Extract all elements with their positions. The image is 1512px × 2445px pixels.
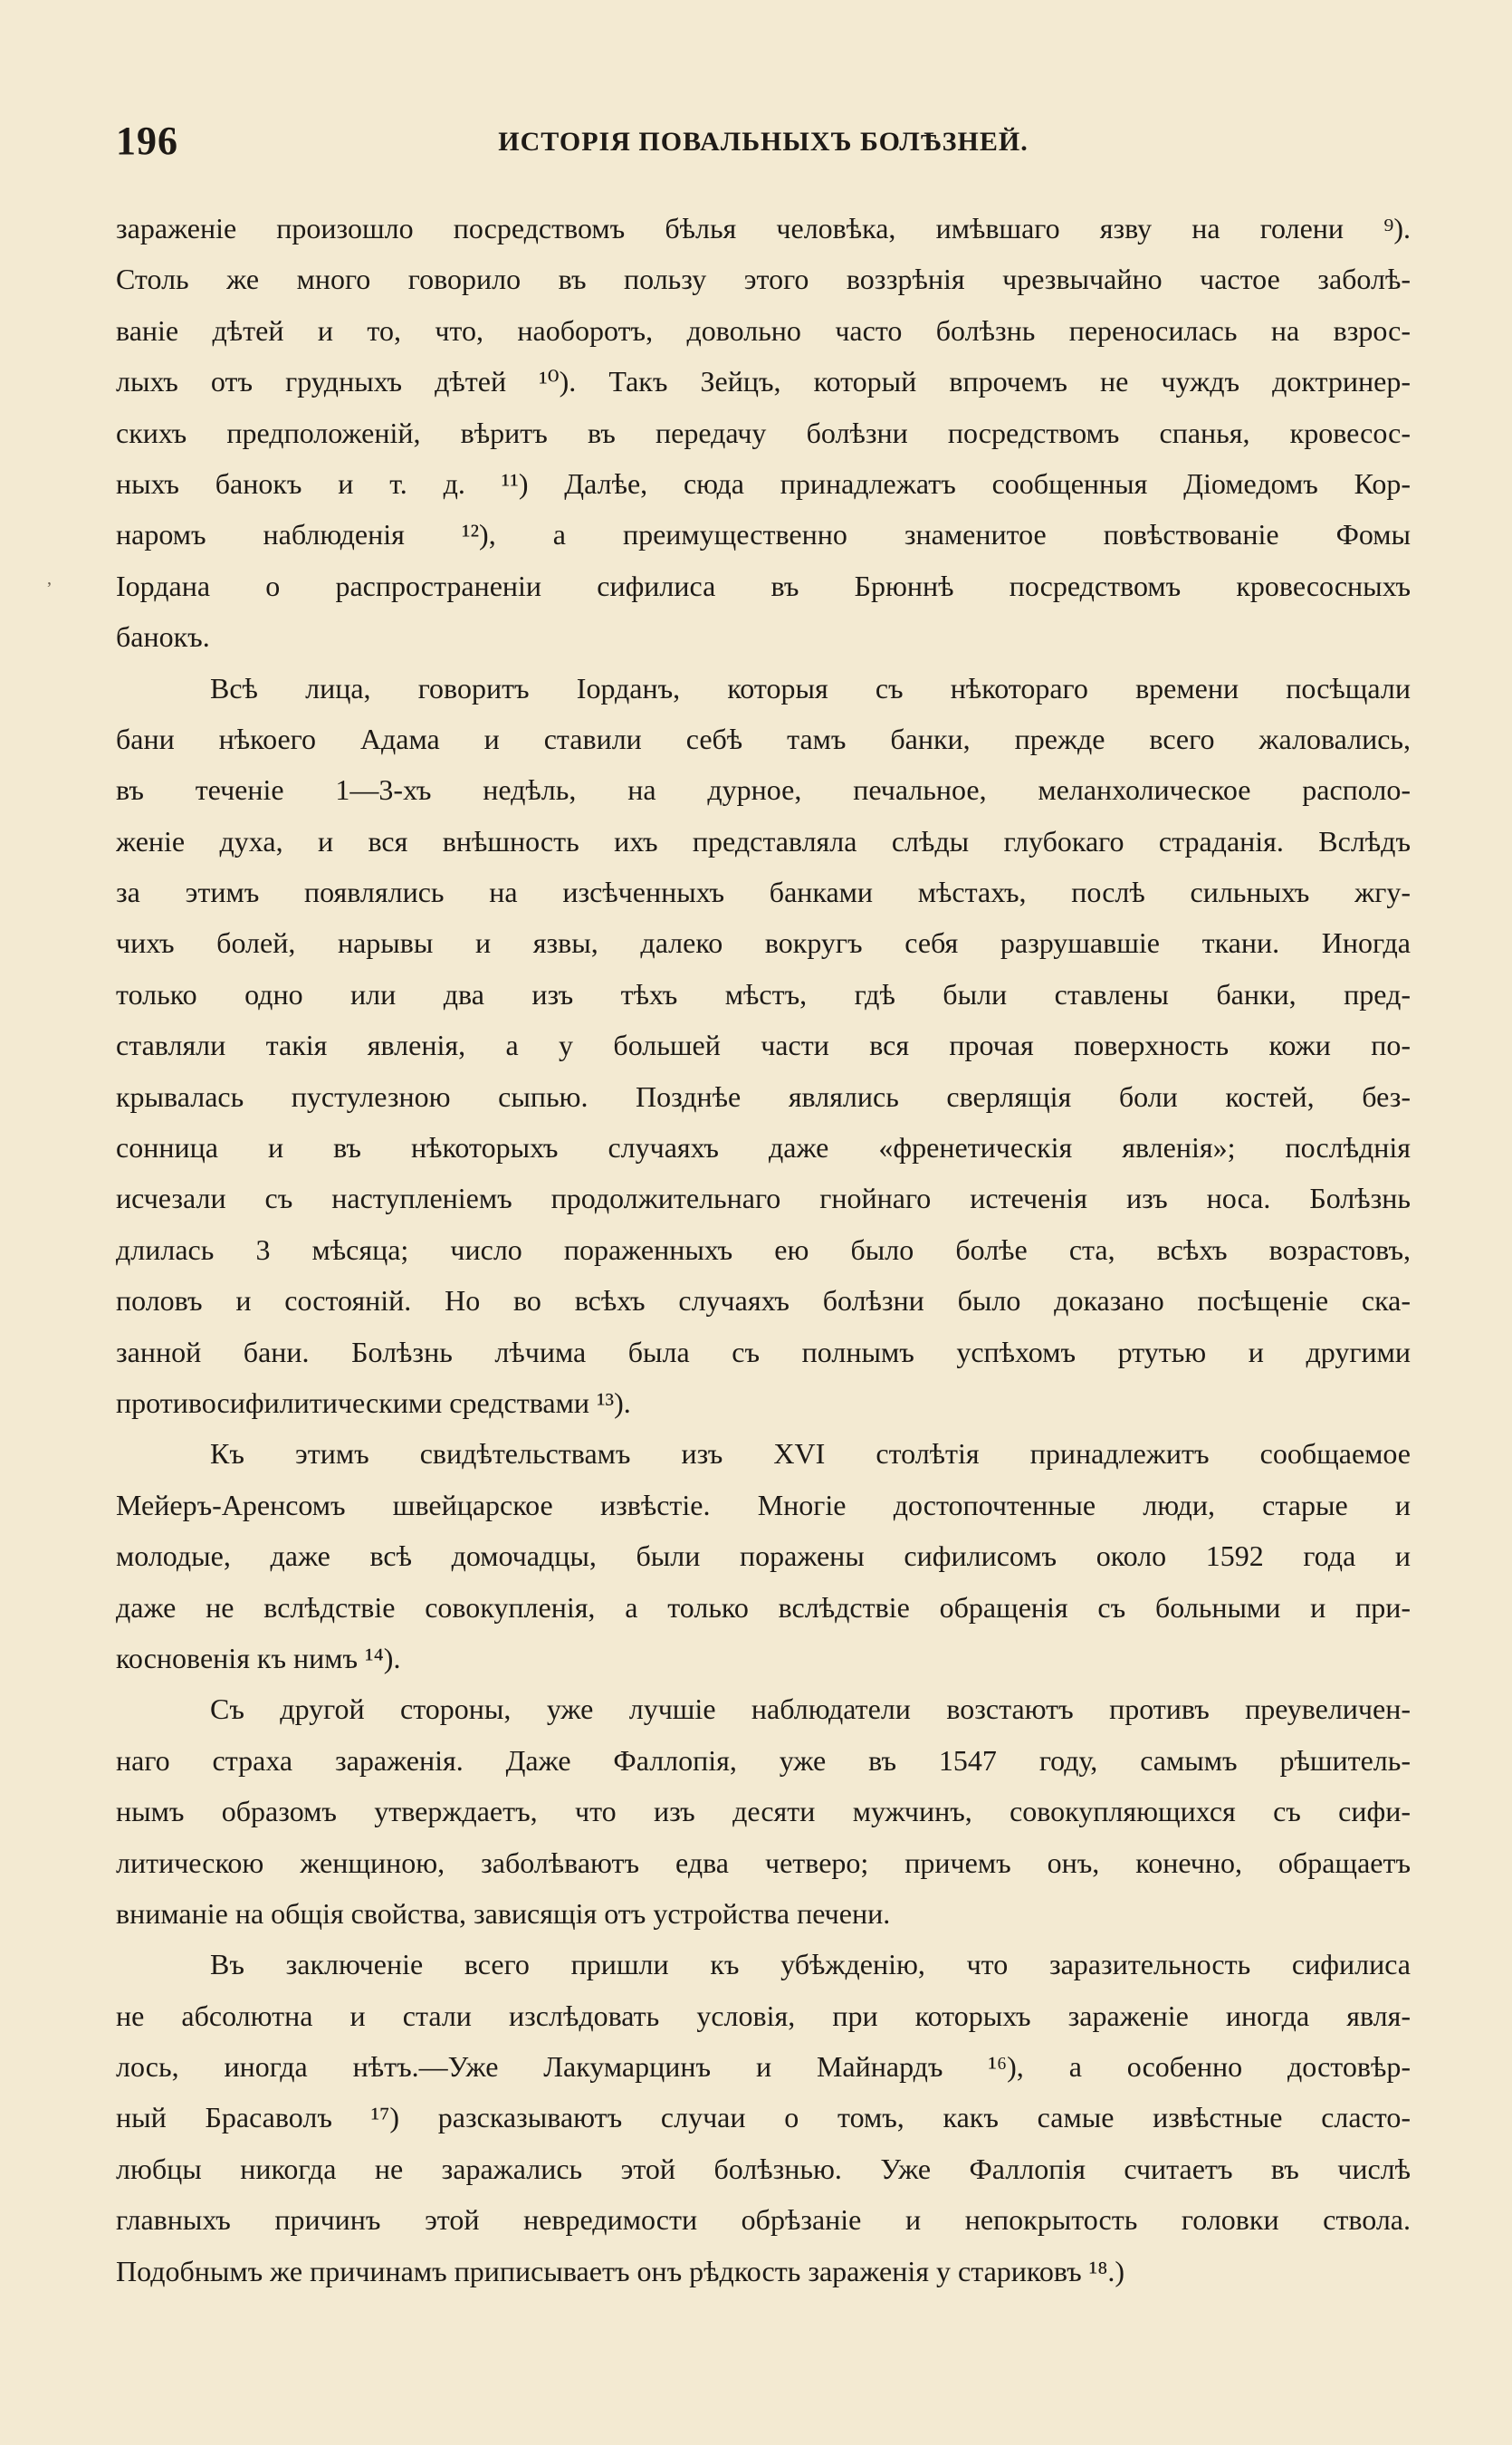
text-line: сонница и въ нѣкоторыхъ случаяхъ даже «френетическія явленія»; послѣднія	[116, 1131, 1411, 1165]
text-line: женіе духа, и вся внѣшность ихъ представляла слѣды глубокаго страданія. Вслѣдъ	[116, 824, 1411, 858]
page-number: 196	[116, 119, 178, 163]
text-line: Всѣ лица, говоритъ Іорданъ, которыя съ нѣкотораго времени посѣщали	[210, 671, 1411, 705]
text-line: лось, иногда нѣтъ.—Уже Лакумарцинъ и Майнардъ ¹⁶), а особенно достовѣр-	[116, 2050, 1411, 2084]
text-line: Іордана о распространеніи сифилиса въ Брюннѣ посредствомъ кровесосныхъ	[116, 569, 1411, 602]
text-line: наромъ наблюденія ¹²), а преимущественно знаменитое повѣствованіе Фомы	[116, 518, 1411, 551]
text-line: зараженіе произошло посредствомъ бѣлья человѣка, имѣвшаго язву на голени ⁹).	[116, 212, 1411, 244]
text-line: Съ другой стороны, уже лучшіе наблюдатели возстаютъ противъ преувеличен-	[210, 1692, 1411, 1726]
text-line: въ теченіе 1—3-хъ недѣль, на дурное, печальное, меланхолическое располо-	[116, 773, 1411, 807]
text-line: скихъ предположеній, вѣритъ въ передачу болѣзни посредствомъ спанья, кровесос-	[116, 416, 1411, 449]
page-header	[116, 118, 1411, 172]
text-line: Мейеръ-Аренсомъ швейцарское извѣстіе. Многіе достопочтенные люди, старые и	[116, 1488, 1411, 1521]
text-line: только одно или два изъ тѣхъ мѣстъ, гдѣ были ставлены банки, пред-	[116, 977, 1411, 1011]
text-line: не абсолютна и стали изслѣдовать условія, при которыхъ зараженіе иногда явля-	[116, 1999, 1411, 2032]
text-line: за этимъ появлялись на изсѣченныхъ банками мѣстахъ, послѣ сильныхъ жгу-	[116, 876, 1411, 909]
body-text	[116, 203, 1411, 2296]
text-line: главныхъ причинъ этой невредимости обрѣзаніе и непокрытость головки ствола.	[116, 2203, 1411, 2237]
text-line: половъ и состояній. Но во всѣхъ случаяхъ болѣзни было доказано посѣщеніе ска-	[116, 1284, 1411, 1318]
text-line: занной бани. Болѣзнь лѣчима была съ полнымъ успѣхомъ ртутью и другими	[116, 1335, 1411, 1368]
text-line: нымъ образомъ утверждаетъ, что изъ десяти мужчинъ, совокупляющихся съ сифи-	[116, 1795, 1411, 1828]
text-line: Подобнымъ же причинамъ приписываетъ онъ рѣдкость зараженія у стариковъ ¹⁸.)	[116, 2254, 1125, 2287]
text-line: литическою женщиною, заболѣваютъ едва четверо; причемъ онъ, конечно, обращаетъ	[116, 1846, 1411, 1879]
text-line: Къ этимъ свидѣтельствамъ изъ XVI столѣтія принадлежитъ сообщаемое	[210, 1437, 1411, 1471]
text-line: крывалась пустулезною сыпью. Позднѣе являлись сверлящія боли костей, без-	[116, 1079, 1411, 1113]
text-line: молодые, даже всѣ домочадцы, были поражены сифилисомъ около 1592 года и	[116, 1539, 1411, 1573]
text-line: ставляли такія явленія, а у большей части вся прочая поверхность кожи по-	[116, 1029, 1411, 1062]
text-line: даже не вслѣдствіе совокупленія, а только вслѣдствіе обращенія съ больными и при-	[116, 1590, 1411, 1624]
text-line: Столь же много говорило въ пользу этого воззрѣнія чрезвычайно частое заболѣ-	[116, 263, 1411, 296]
text-line: Въ заключеніе всего пришли къ убѣжденію, что заразительность сифилиса	[210, 1948, 1411, 1981]
text-line: ваніе дѣтей и то, что, наоборотъ, довольно часто болѣзнь переносилась на взрос-	[116, 313, 1411, 347]
text-line: бани нѣкоего Адама и ставили себѣ тамъ банки, прежде всего жаловались,	[116, 722, 1411, 755]
text-line: чихъ болей, нарывы и язвы, далеко вокругъ себя разрушавшіе ткани. Иногда	[116, 926, 1411, 960]
text-line: вниманіе на общія свойства, зависящія отъ устройства печени.	[116, 1896, 891, 1930]
running-title: ИСТОРІЯ ПОВАЛЬНЫХЪ БОЛѢЗНЕЙ.	[498, 127, 1029, 157]
text-line: ный Брасаволъ ¹⁷) разсказываютъ случаи о томъ, какъ самые извѣстные сласто-	[116, 2101, 1411, 2134]
text-line: длилась 3 мѣсяца; число пораженныхъ ею было болѣе ста, всѣхъ возрастовъ,	[116, 1232, 1411, 1266]
text-line: любцы никогда не заражались этой болѣзнью. Уже Фаллопія считаетъ въ числѣ	[116, 2152, 1411, 2185]
text-line: лыхъ отъ грудныхъ дѣтей ¹⁰). Такъ Зейцъ, который впрочемъ не чуждъ доктринер-	[116, 365, 1411, 398]
text-line: банокъ.	[116, 620, 210, 654]
margin-mark: ,	[47, 569, 52, 589]
text-line: наго страха зараженія. Даже Фаллопія, уже въ 1547 году, самымъ рѣшитель-	[116, 1743, 1411, 1777]
text-line: косновенія къ нимъ ¹⁴).	[116, 1641, 401, 1674]
text-line: исчезали съ наступленіемъ продолжительнаго гнойнаго истеченія изъ носа. Болѣзнь	[116, 1182, 1411, 1215]
text-line: ныхъ банокъ и т. д. ¹¹) Далѣе, сюда принадлежатъ сообщенныя Діомедомъ Кор-	[116, 466, 1411, 500]
text-line: противосифилитическими средствами ¹³).	[116, 1386, 631, 1419]
